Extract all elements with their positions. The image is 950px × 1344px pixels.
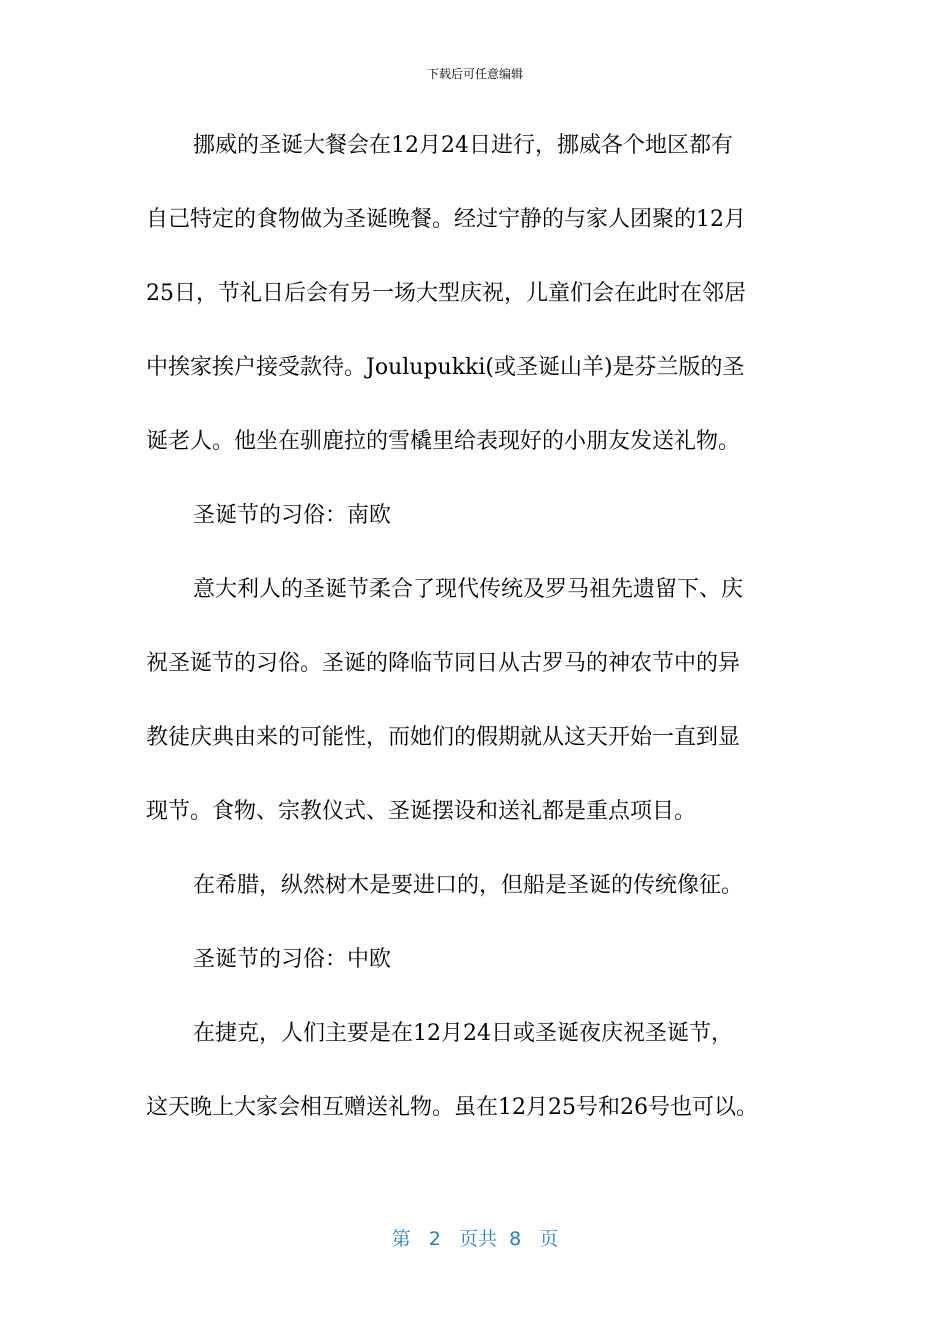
paragraph-line: 意大利人的圣诞节柔合了现代传统及罗马祖先遗留下、庆 bbox=[193, 577, 744, 602]
footer-prefix: 第 bbox=[391, 1228, 411, 1250]
paragraph-line: 现节。食物、宗教仪式、圣诞摆设和送礼都是重点项目。 bbox=[146, 799, 697, 824]
paragraph-line: 在捷克，人们主要是在12月24日或圣诞夜庆祝圣诞节， bbox=[193, 1021, 733, 1046]
footer-page-number: 2 bbox=[428, 1228, 441, 1250]
paragraph-line: 25日，节礼日后会有另一场大型庆祝，儿童们会在此时在邻居 bbox=[146, 281, 746, 306]
section-heading-central-europe: 圣诞节的习俗：中欧 bbox=[193, 947, 392, 972]
footer-middle: 页共 bbox=[459, 1228, 498, 1250]
paragraph-line: 教徒庆典由来的可能性，而她们的假期就从这天开始一直到显 bbox=[146, 725, 741, 750]
page-footer bbox=[0, 1226, 950, 1252]
document-body bbox=[146, 126, 826, 1162]
paragraph-line: 挪威的圣诞大餐会在12月24日进行，挪威各个地区都有 bbox=[193, 133, 733, 158]
paragraph-line: 诞老人。他坐在驯鹿拉的雪橇里给表现好的小朋友发送礼物。 bbox=[146, 429, 741, 454]
section-heading-south-europe: 圣诞节的习俗：南欧 bbox=[193, 503, 392, 528]
footer-total-pages: 8 bbox=[509, 1228, 522, 1250]
paragraph-line: 在希腊，纵然树木是要进口的，但船是圣诞的传统像征。 bbox=[193, 873, 744, 898]
footer-suffix: 页 bbox=[539, 1228, 559, 1250]
paragraph-line: 自己特定的食物做为圣诞晚餐。经过宁静的与家人团聚的12月 bbox=[146, 207, 746, 232]
paragraph-line: 祝圣诞节的习俗。圣诞的降临节同日从古罗马的神农节中的异 bbox=[146, 651, 741, 676]
page-header-note: 下载后可任意编辑 bbox=[426, 67, 523, 81]
paragraph-line: 中挨家挨户接受款待。Joulupukki(或圣诞山羊)是芬兰版的圣 bbox=[146, 355, 745, 380]
paragraph-line: 这天晚上大家会相互赠送礼物。虽在12月25号和26号也可以。 bbox=[146, 1095, 758, 1120]
